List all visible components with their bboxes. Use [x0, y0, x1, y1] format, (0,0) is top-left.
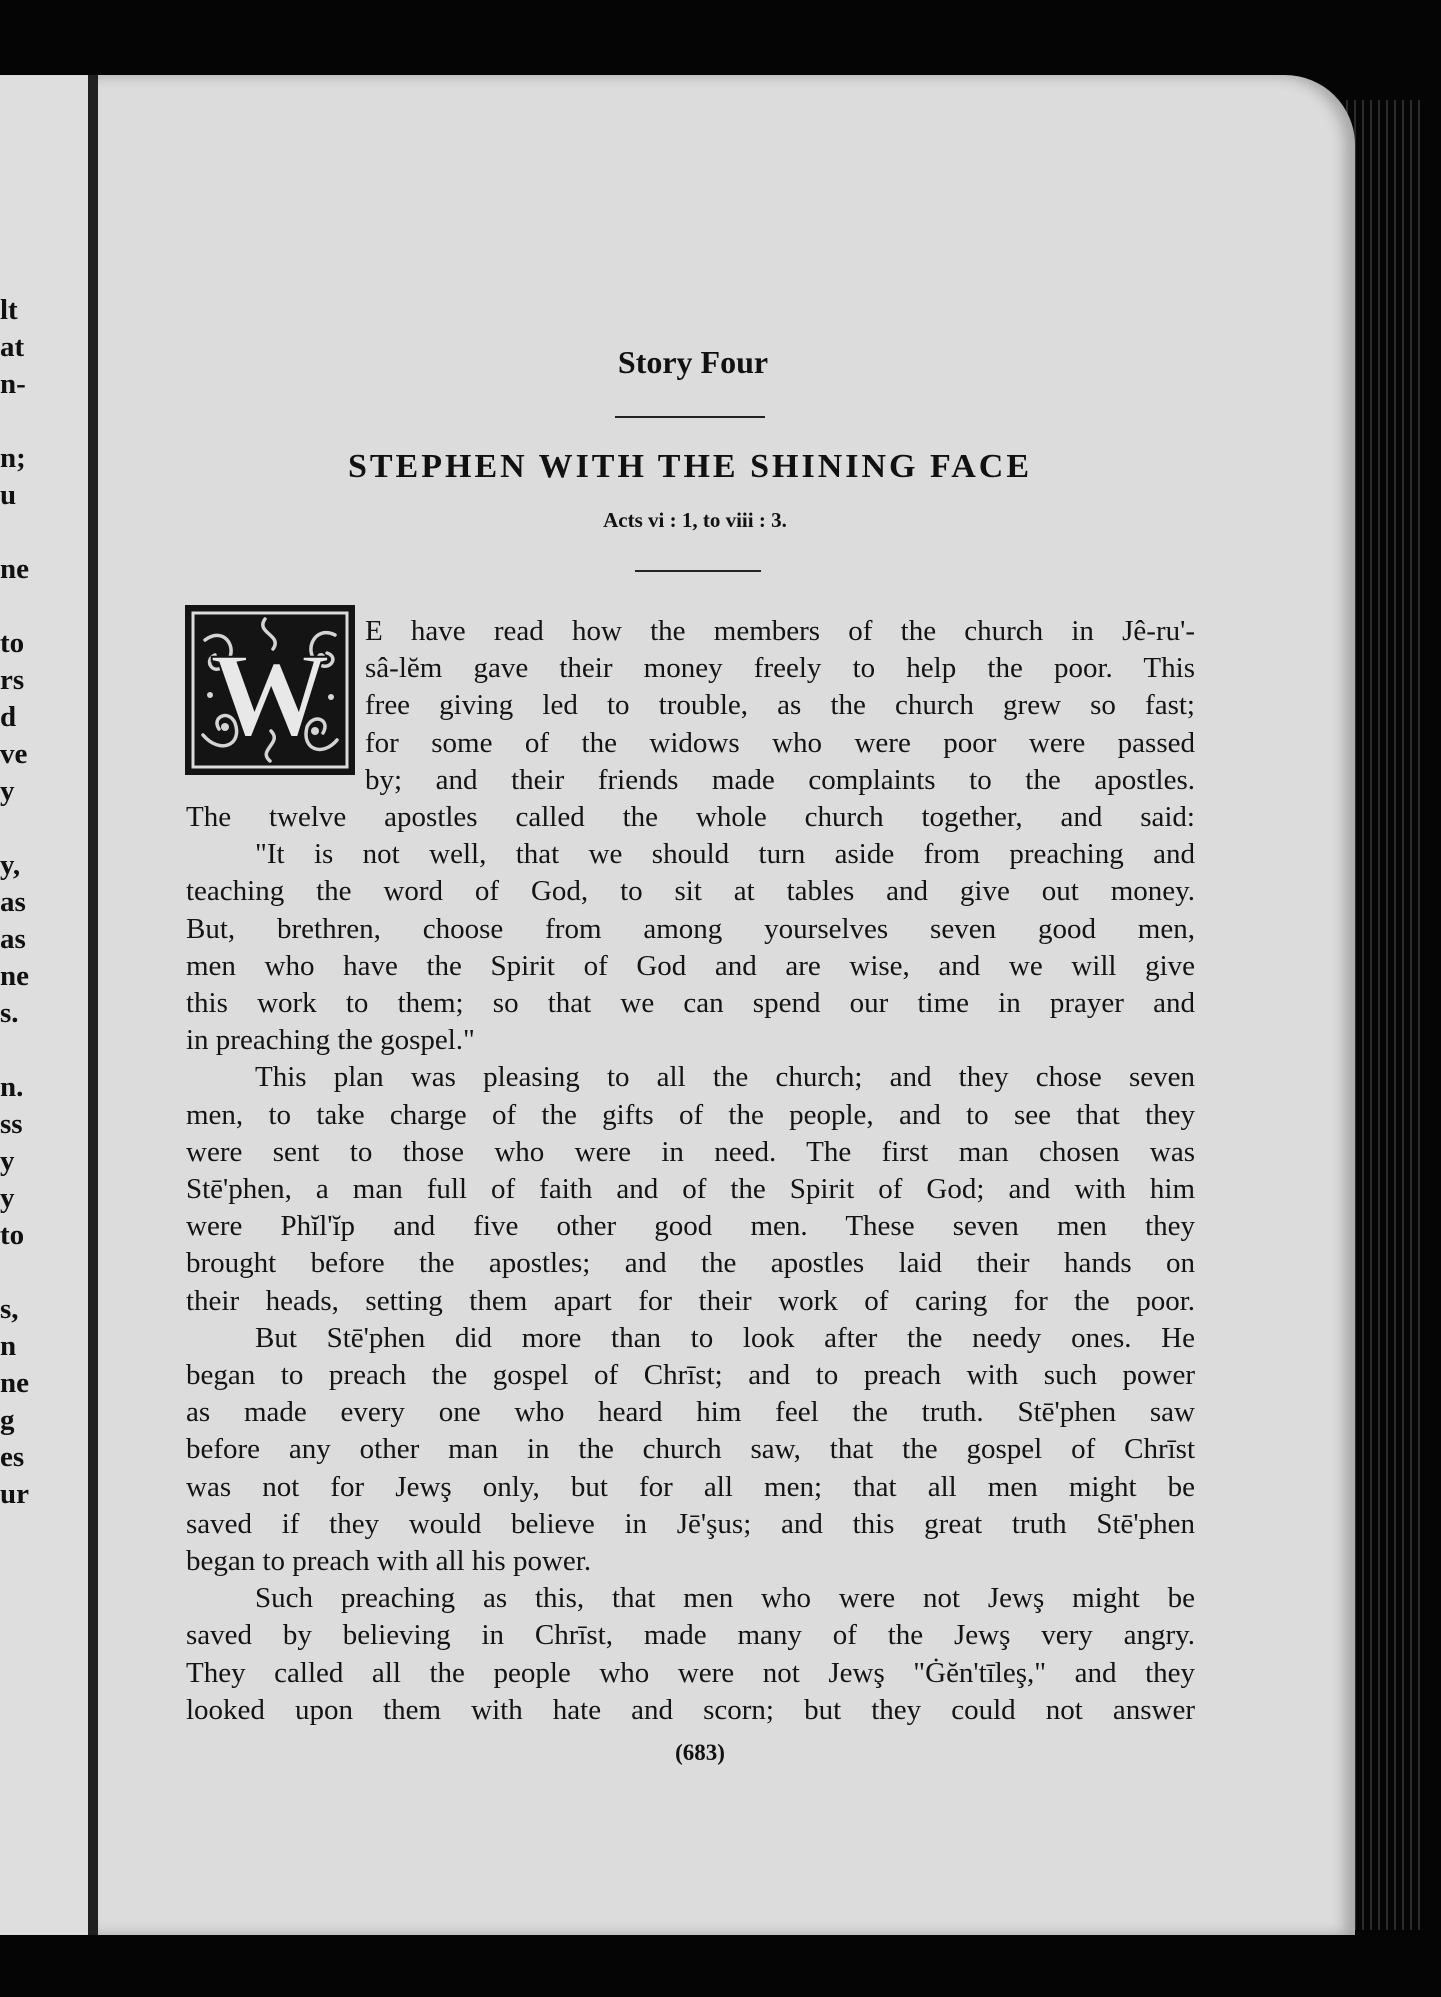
text-line: as made every one who heard him feel the truth. Stē'phen saw: [186, 1396, 1195, 1429]
text-line: saved if they would believe in Jē'şus; and this great truth Stē'phen: [186, 1507, 1195, 1540]
left-page-fragment: ne: [0, 553, 29, 585]
left-page-fragment: ne: [0, 960, 29, 992]
left-page-fragment: d: [0, 701, 17, 733]
scripture-reference: Acts vi : 1, to viii : 3.: [603, 508, 787, 532]
left-page-fragment: u: [0, 479, 17, 511]
left-page-fragment: ve: [0, 738, 28, 770]
left-page-fragment: rs: [0, 664, 25, 696]
text-line: were Phĭl'ĭp and five other good men. These seven men they: [186, 1210, 1195, 1243]
chapter-title: STEPHEN WITH THE SHINING FACE: [347, 448, 1033, 485]
left-page-fragment: n: [0, 1330, 17, 1362]
left-page-fragment: lt: [0, 294, 18, 326]
left-page-fragment: [0, 514, 80, 551]
left-page-fragment: n-: [0, 368, 26, 400]
left-page-fragment: n.: [0, 1071, 24, 1103]
left-page-fragment: [0, 810, 80, 847]
divider-rule: [635, 570, 761, 572]
text-line: in preaching the gospel.": [186, 1024, 475, 1057]
left-page-fragment: y: [0, 1182, 15, 1214]
text-line: But Stē'phen did more than to look after the needy ones. He: [255, 1321, 1195, 1354]
left-page-fragment: n;: [0, 442, 26, 474]
text-line: They called all the people who were not Jewş "Ġĕn'tīleş," and they: [186, 1656, 1195, 1689]
text-line: The twelve apostles called the whole church together, and said:: [186, 801, 1195, 833]
text-line: But, brethren, choose from among yourselves seven good men,: [186, 912, 1195, 945]
left-page-fragment: g: [0, 1404, 15, 1436]
text-line: were sent to those who were in need. The first man chosen was: [186, 1135, 1195, 1168]
left-page-text-fragments: [0, 292, 80, 1513]
left-page-fragment: as: [0, 923, 26, 955]
left-page-fragment: y,: [0, 849, 21, 881]
text-line: by; and their friends made complaints to the apostles.: [365, 763, 1195, 796]
left-page-fragment: [0, 1032, 80, 1069]
text-line: this work to them; so that we can spend our time in prayer and: [186, 987, 1195, 1019]
text-line: sâ-lĕm gave their money freely to help the poor. This: [365, 652, 1195, 685]
text-line: This plan was pleasing to all the church; and they chose seven: [255, 1061, 1195, 1094]
text-line: men, to take charge of the gifts of the people, and to see that they: [186, 1098, 1195, 1131]
text-line: before any other man in the church saw, that the gospel of Chrīst: [186, 1433, 1195, 1466]
left-page-fragment: [0, 1254, 80, 1291]
text-line: teaching the word of God, to sit at tables and give out money.: [186, 875, 1195, 908]
text-line: their heads, setting them apart for their work of caring for the poor.: [186, 1284, 1195, 1317]
text-line: Stē'phen, a man full of faith and of the Spirit of God; and with him: [186, 1173, 1195, 1205]
left-page-fragment: ss: [0, 1108, 23, 1140]
left-page-fragment: as: [0, 886, 26, 918]
book-gutter: [88, 75, 98, 1935]
left-page-fragment: ur: [0, 1478, 29, 1510]
story-label: Story Four: [617, 344, 769, 380]
left-page-fragment: to: [0, 627, 25, 659]
left-page-fragment: [0, 403, 80, 440]
text-line: for some of the widows who were poor were passed: [365, 726, 1195, 759]
page-number: (683): [675, 1740, 725, 1765]
left-page-fragment: s,: [0, 1293, 19, 1325]
left-page-fragment: at: [0, 331, 25, 363]
divider-rule: [615, 416, 765, 418]
left-page-fragment: to: [0, 1219, 25, 1251]
text-line: was not for Jewş only, but for all men; that all men might be: [186, 1470, 1195, 1503]
left-page-fragment: s.: [0, 997, 19, 1029]
ornamental-drop-cap: [185, 605, 355, 775]
left-page-fragment: es: [0, 1441, 25, 1473]
left-page-fragment: y: [0, 1145, 15, 1177]
drop-cap-letter: W: [210, 628, 330, 761]
text-line: brought before the apostles; and the apostles laid their hands on: [186, 1247, 1195, 1280]
left-page-fragment: y: [0, 775, 15, 807]
left-page-fragment: ne: [0, 1367, 29, 1399]
left-page-fragment: [0, 588, 80, 625]
text-line: saved by believing in Chrīst, made many of the Jewş very angry.: [186, 1619, 1195, 1652]
text-line: free giving led to trouble, as the church grew so fast;: [365, 689, 1195, 722]
text-line: began to preach with all his power.: [186, 1545, 592, 1577]
text-line: "It is not well, that we should turn aside from preaching and: [255, 838, 1195, 871]
text-line: men who have the Spirit of God and are wise, and we will give: [186, 949, 1195, 982]
text-line: began to preach the gospel of Chrīst; and to preach with such power: [186, 1359, 1195, 1391]
text-line: looked upon them with hate and scorn; but they could not answer: [186, 1693, 1195, 1726]
text-line: Such preaching as this, that men who were not Jewş might be: [255, 1582, 1195, 1615]
text-line: E have read how the members of the church in Jê-ru'-: [365, 615, 1195, 647]
